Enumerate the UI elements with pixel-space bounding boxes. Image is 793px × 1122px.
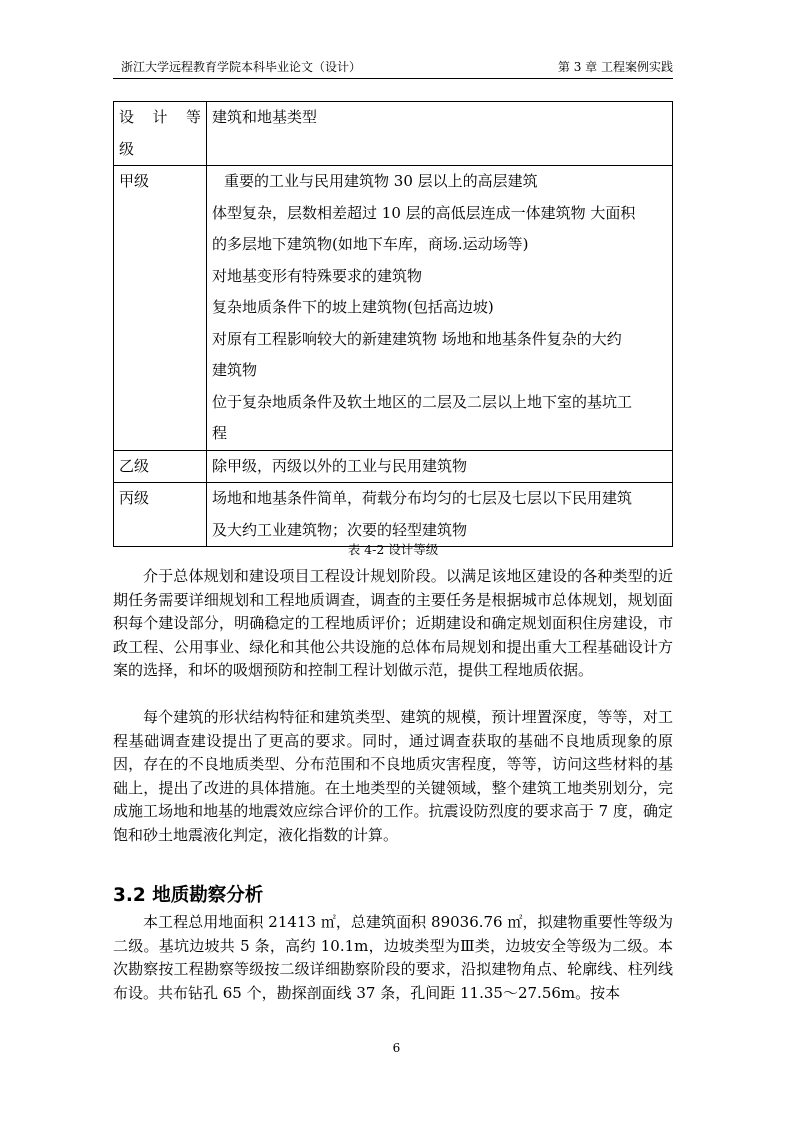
table-row	[114, 166, 673, 451]
header-char: 计	[152, 108, 168, 126]
header-cell-type: 建筑和地基类型	[207, 102, 673, 166]
table-row	[114, 450, 673, 483]
type-line: 的多层地下建筑物(如地下车库，商场.运动场等)	[212, 235, 529, 253]
type-cell	[207, 166, 673, 451]
type-line: 重要的工业与民用建筑物 30 层以上的高层建筑	[224, 172, 538, 190]
body-paragraph: 每个建筑的形状结构特征和建筑类型、建筑的规模，预计埋置深度，等等，对工程基础调查建设提出了更高的要求。同时，通过调查获取的基础不良地质现象的原因，存在的不良地质类型、分布范围和不良地质灾害程度，等等，访问这些材料的基础上，提出了改进的具体措施。在土地类型的关键领域，整个建筑工地类别划分，完成施工场地和地基的地震效应综合评价的工作。抗震设防烈度的要求高于 7 度，确定饱和砂土地震液化判定，液化指数的计算。	[113, 708, 673, 844]
header-title: 浙江大学远程教育学院本科毕业论文（设计）	[121, 60, 362, 74]
type-line: 体型复杂，层数相差超过 10 层的高低层连成一体建筑物 大面积	[212, 203, 636, 222]
page-number: 6	[392, 1041, 401, 1055]
grade-cell: 乙级	[114, 450, 207, 483]
type-line: 对原有工程影响较大的新建建筑物 场地和地基条件复杂的大约	[212, 329, 622, 348]
type-line: 复杂地质条件下的坡上建筑物(包括高边坡)	[212, 298, 494, 316]
page-header	[113, 56, 673, 79]
body-paragraph: 介于总体规划和建设项目工程设计规划阶段。以满足该地区建设的各种类型的近期任务需要详细规划和工程地质调查，调查的主要任务是根据城市总体规划，规划面积每个建设部分，明确稳定的工程地质评价；近期建设和确定规划面积住房建设，市政工程、公用事业、绿化和其他公共设施的总体布局规划和提出重大工程基础设计方案的选择，和坏的吸烟预防和控制工程计划做示范，提供工程地质依据。	[113, 567, 673, 679]
section-heading: 3.2 地质勘察分析	[113, 885, 264, 906]
type-line: 程	[212, 424, 228, 442]
header-char: 等	[185, 108, 201, 126]
type-line: 位于复杂地质条件及软土地区的二层及二层以上地下室的基坑工	[212, 392, 633, 411]
grade-cell: 甲级	[114, 166, 207, 451]
type-line: 及大约工业建筑物；次要的轻型建筑物	[212, 520, 468, 539]
type-line: 除甲级，丙级以外的工业与民用建筑物	[212, 456, 468, 475]
header-cell-grade	[114, 102, 207, 166]
table-row	[114, 483, 673, 547]
type-line: 场地和地基条件简单，荷载分布均匀的七层及七层以下民用建筑	[212, 489, 633, 507]
body-paragraph: 本工程总用地面积 21413 ㎡，总建筑面积 89036.76 ㎡，拟建物重要性等级为二级。基坑边坡共 5 条，高约 10.1m，边坡类型为Ⅲ类，边坡安全等级为二级。本次勘察按工程勘察等级按二级详细勘察阶段的要求，沿拟建物角点、轮廓线、柱列线布设。共布钻孔 65 个，勘探剖面线 37 条，孔间距 11.35～27.56m。按本	[113, 913, 673, 1002]
header-char: 设	[119, 108, 135, 126]
table-caption: 表 4-2 设计等级	[347, 542, 439, 557]
design-grade-table	[113, 101, 673, 547]
header-char: 级	[119, 139, 135, 158]
type-line: 建筑物	[212, 361, 258, 379]
type-line: 对地基变形有特殊要求的建筑物	[212, 266, 423, 285]
type-cell	[207, 483, 673, 547]
header-chapter: 第 3 章 工程案例实践	[557, 60, 673, 74]
grade-cell: 丙级	[114, 483, 207, 547]
type-cell	[207, 450, 673, 483]
table-header-row	[114, 102, 673, 166]
